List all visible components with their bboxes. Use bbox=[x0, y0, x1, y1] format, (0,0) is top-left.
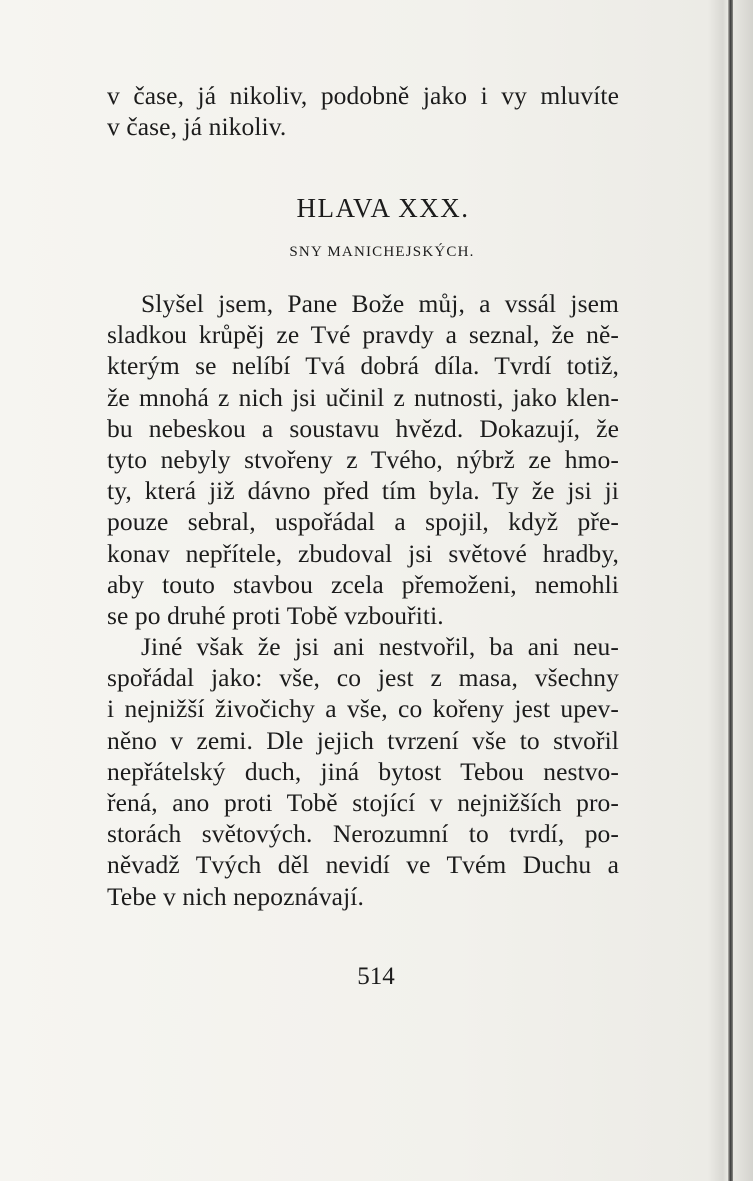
chapter-heading: HLAVA XXX. bbox=[296, 193, 470, 223]
text-line: aby touto stavbou zcela přemoženi, nemohli bbox=[107, 569, 619, 599]
book-spine-shadow bbox=[728, 0, 733, 1181]
text-line: sladkou krůpěj ze Tvé pravdy a seznal, že ně- bbox=[107, 320, 619, 350]
text-line: něno v zemi. Dle jejich tvrzení vše to stvořil bbox=[107, 725, 619, 755]
text-line: spořádal jako: vše, co jest z masa, všechny bbox=[107, 663, 619, 693]
chapter-body bbox=[107, 288, 619, 912]
paragraph-1 bbox=[107, 288, 619, 631]
text-line: pouze sebral, uspořádal a spojil, když pře- bbox=[107, 507, 619, 537]
top-paragraph bbox=[107, 80, 619, 142]
text-line: tyto nebyly stvořeny z Tvého, nýbrž ze hmo- bbox=[107, 444, 619, 474]
text-line: bu nebeskou a soustavu hvězd. Dokazují, že bbox=[107, 413, 619, 443]
text-line: nepřátelský duch, jiná bytost Tebou nestvo- bbox=[107, 756, 619, 786]
text-line: v čase, já nikoliv, podobně jako i vy mluvíte bbox=[107, 81, 619, 110]
text-line: ty, která již dávno před tím byla. Ty že jsi ji bbox=[107, 476, 619, 506]
text-line: Tebe v nich nepoznávají. bbox=[107, 881, 364, 911]
page-number: 514 bbox=[357, 963, 395, 990]
text-line: konav nepřítele, zbudoval jsi světové hradby, bbox=[107, 538, 619, 568]
text-line: Slyšel jsem, Pane Bože můj, a vssál jsem bbox=[141, 289, 619, 318]
chapter-subtitle: SNY MANICHEJSKÝCH. bbox=[289, 244, 475, 260]
text-line: Jiné však že jsi ani nestvořil, ba ani neu- bbox=[141, 632, 619, 662]
paragraph-2 bbox=[107, 631, 619, 912]
text-line: storách světových. Nerozumní to tvrdí, po- bbox=[107, 819, 619, 849]
book-gutter bbox=[733, 0, 753, 1181]
text-line: řená, ano proti Tobě stojící v nejnižších pro- bbox=[107, 788, 619, 817]
text-line: i nejnižší živočichy a vše, co kořeny jest upev- bbox=[107, 694, 619, 724]
text-line: něvadž Tvých děl nevidí ve Tvém Duchu a bbox=[107, 850, 619, 880]
text-line: že mnohá z nich jsi učinil z nutnosti, jako klen- bbox=[107, 382, 619, 412]
text-line: v čase, já nikoliv. bbox=[107, 112, 287, 142]
text-line: kterým se nelíbí Tvá dobrá díla. Tvrdí totiž, bbox=[107, 351, 619, 381]
text-line: se po druhé proti Tobě vzbouřiti. bbox=[107, 600, 444, 630]
